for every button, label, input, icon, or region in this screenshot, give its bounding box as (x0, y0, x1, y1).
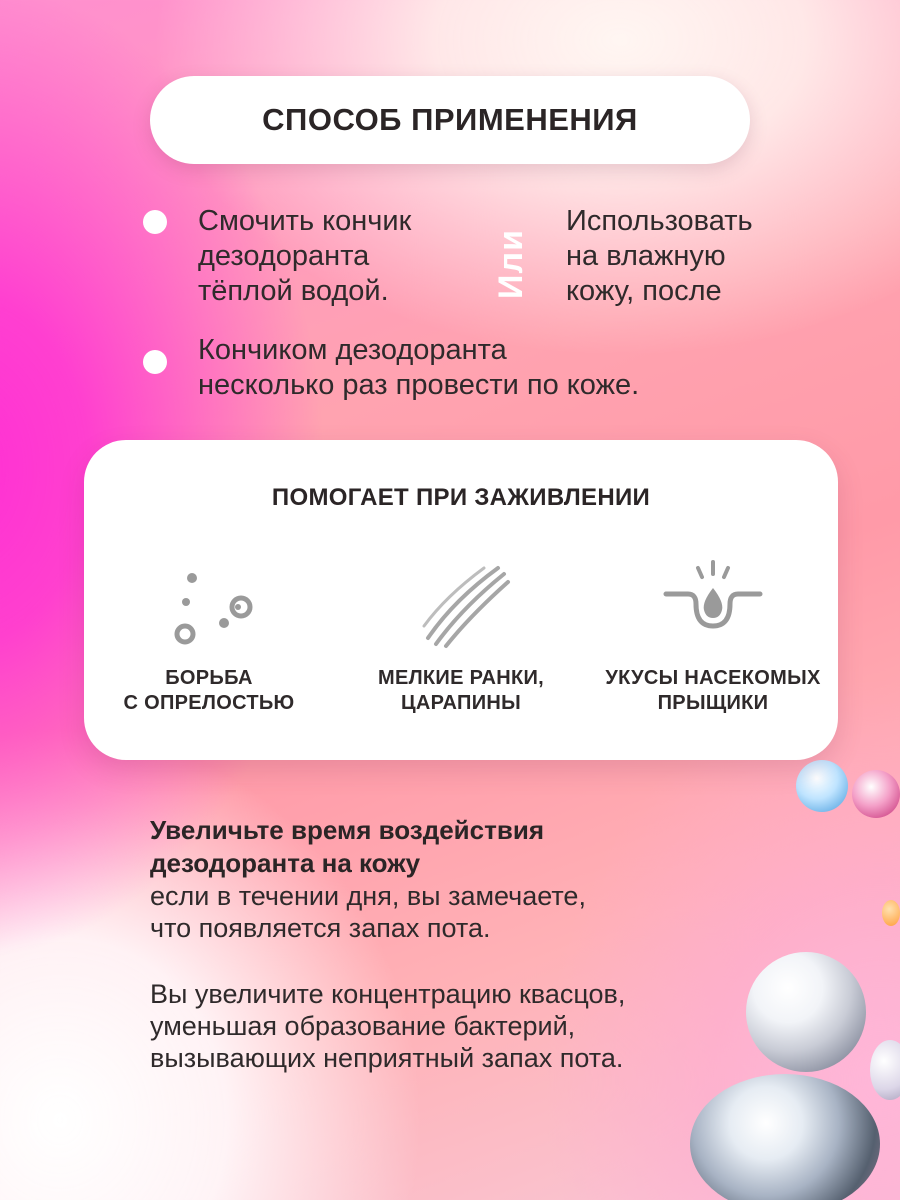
step-first: Смочить кончик дезодоранта тёплой водой. (198, 205, 412, 307)
gem-decoration (882, 900, 900, 926)
healing-label: БОРЬБА С ОПРЕЛОСТЬЮ (123, 667, 295, 714)
gem-decoration (870, 1040, 900, 1100)
healing-title: ПОМОГАЕТ ПРИ ЗАЖИВЛЕНИИ (271, 484, 651, 511)
info-paragraph: Вы увеличите концентрацию квасцов, уменьшая образование бактерий, вызывающих неприятный запах пота. (150, 979, 626, 1073)
healing-item (84, 560, 334, 716)
skin-pore-icon (658, 560, 768, 650)
step-alternative: Использовать на влажную кожу, после (566, 205, 753, 307)
healing-card (84, 440, 838, 760)
step-second: Кончиком дезодоранта несколько раз провести по коже. (198, 334, 640, 401)
title-pill (150, 76, 750, 164)
healing-label: УКУСЫ НАСЕКОМЫХ ПРЫЩИКИ (605, 667, 821, 714)
gem-decoration (690, 1074, 880, 1200)
healing-item (588, 560, 838, 716)
gem-decoration (746, 952, 866, 1072)
page-title: СПОСОБ ПРИМЕНЕНИЯ (262, 102, 638, 137)
healing-item (336, 560, 586, 716)
info-headline: Увеличьте время воздействия дезодоранта на кожу (150, 815, 544, 878)
bullet-dot (143, 210, 167, 234)
scratches-icon (406, 560, 516, 650)
bubbles-icon (154, 560, 264, 650)
gem-decoration (852, 770, 900, 818)
info-paragraph: если в течении дня, вы замечаете, что появляется запах пота. (150, 881, 586, 943)
bullet-dot (143, 350, 167, 374)
healing-label: МЕЛКИЕ РАНКИ, ЦАРАПИНЫ (377, 667, 545, 714)
or-label: Или (492, 229, 530, 299)
gem-decoration (796, 760, 848, 812)
